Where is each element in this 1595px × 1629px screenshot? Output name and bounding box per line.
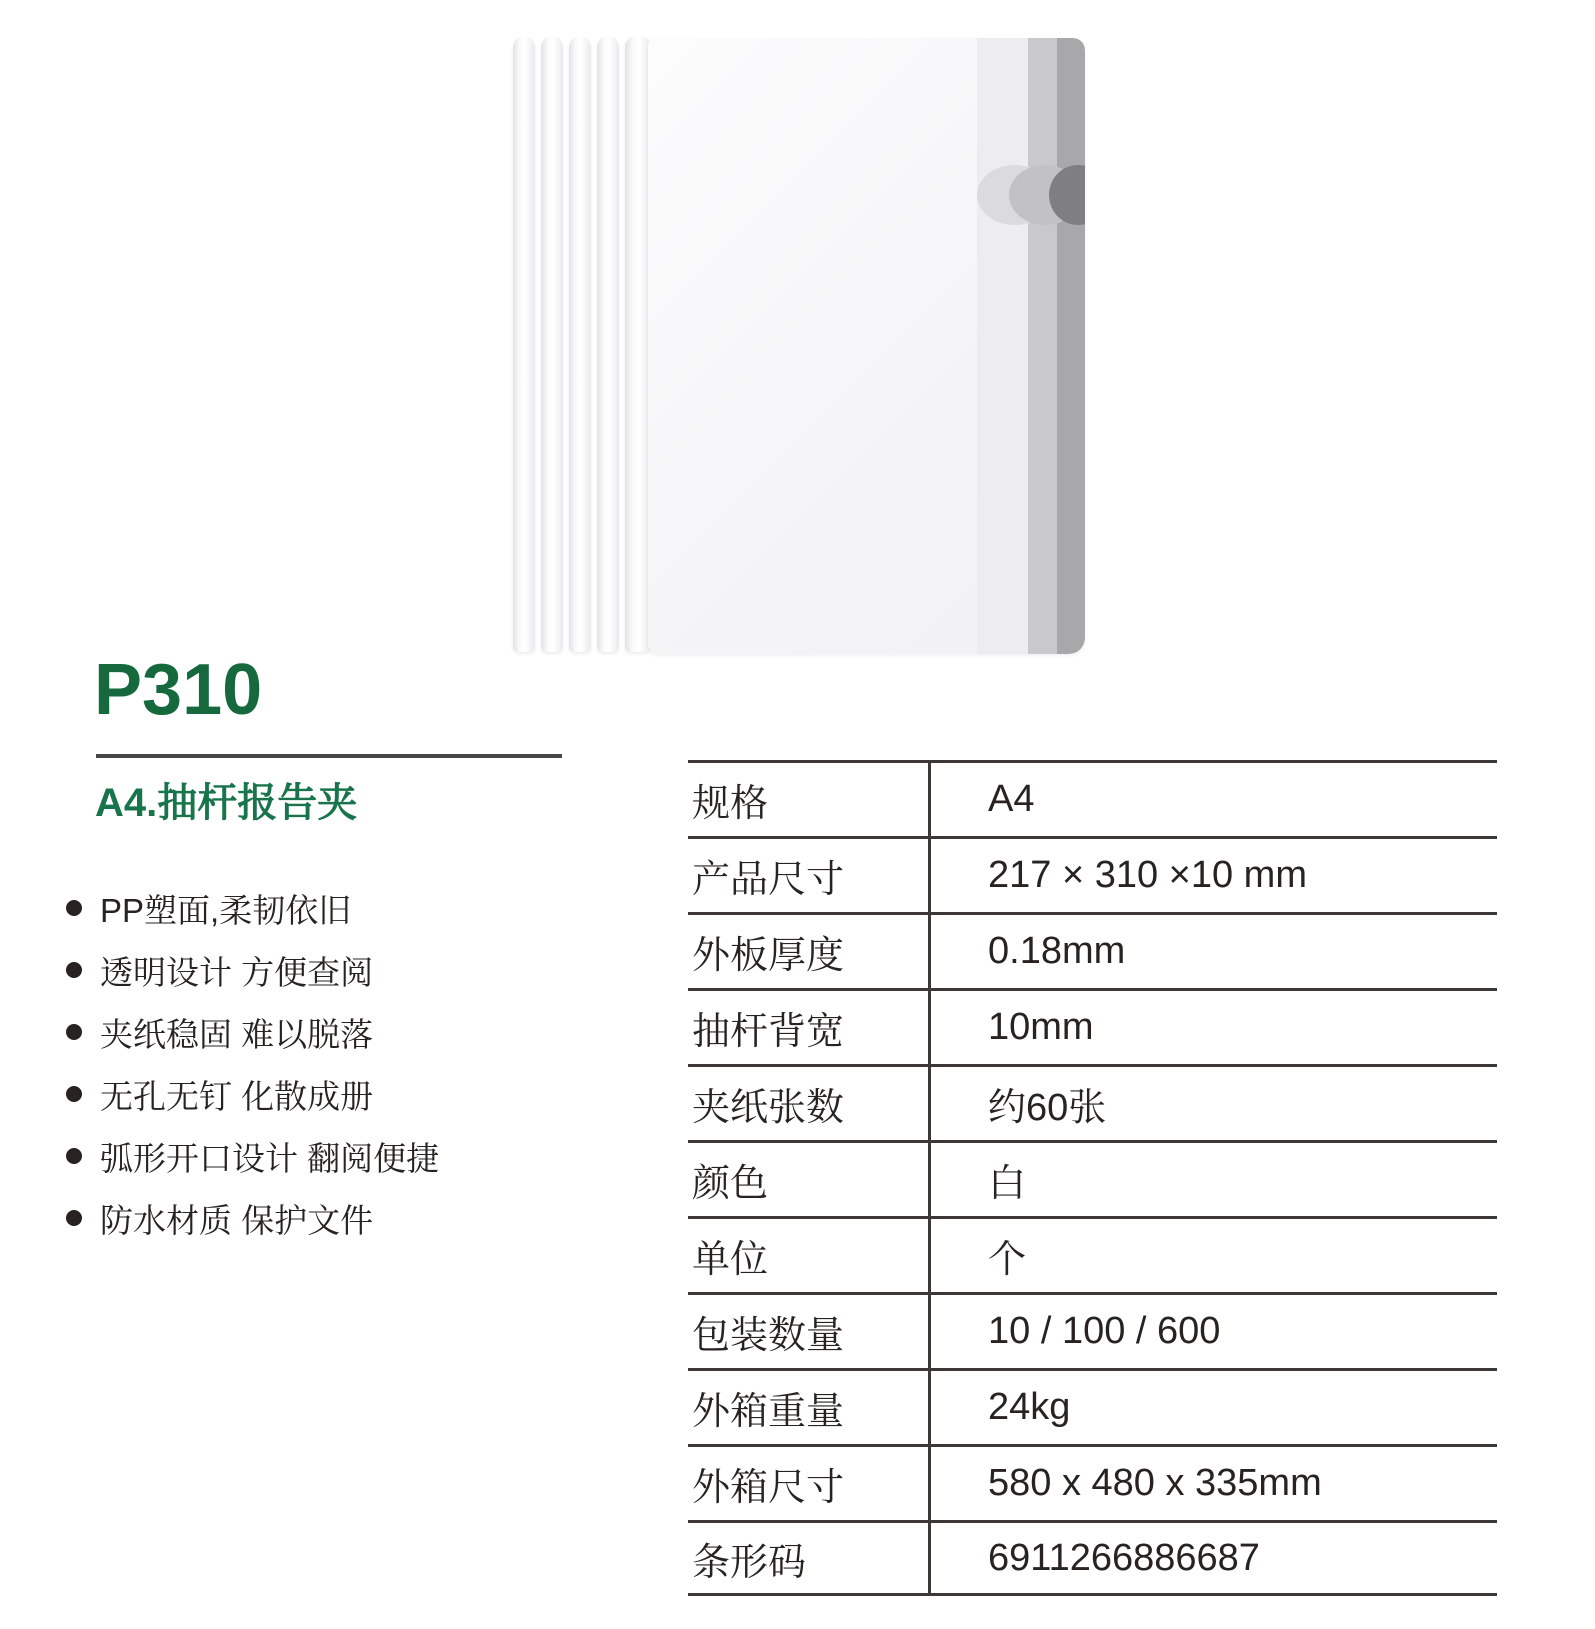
spec-value: 10mm xyxy=(931,988,1497,1064)
folder-cover xyxy=(648,38,1085,654)
bullet-icon xyxy=(66,900,82,916)
divider-line xyxy=(96,754,562,758)
product-photo xyxy=(505,30,1090,660)
spec-label: 产品尺寸 xyxy=(688,836,931,912)
spec-value: 10 / 100 / 600 xyxy=(931,1292,1497,1368)
folder-edge-strip-light xyxy=(977,38,1028,654)
feature-item xyxy=(66,891,439,929)
spec-value: 6911266886687 xyxy=(931,1520,1497,1596)
spec-value: A4 xyxy=(931,760,1497,836)
feature-text: 防水材质 保护文件 xyxy=(100,1201,374,1239)
spec-label: 包装数量 xyxy=(688,1292,931,1368)
feature-text: 透明设计 方便查阅 xyxy=(100,953,374,991)
spec-table xyxy=(688,760,1497,1596)
bullet-icon xyxy=(66,1086,82,1102)
spec-label: 规格 xyxy=(688,760,931,836)
bullet-icon xyxy=(66,962,82,978)
spec-value: 约60张 xyxy=(931,1064,1497,1140)
feature-item xyxy=(66,1077,439,1115)
spec-label: 外板厚度 xyxy=(688,912,931,988)
feature-item xyxy=(66,1015,439,1053)
bullet-icon xyxy=(66,1210,82,1226)
spec-label: 条形码 xyxy=(688,1520,931,1596)
spec-label: 夹纸张数 xyxy=(688,1064,931,1140)
spec-value: 0.18mm xyxy=(931,912,1497,988)
spec-value: 个 xyxy=(931,1216,1497,1292)
folder-edge-strip-medium xyxy=(1028,38,1057,654)
product-code: P310 xyxy=(94,650,263,730)
bullet-icon xyxy=(66,1024,82,1040)
spec-value: 白 xyxy=(931,1140,1497,1216)
spec-label: 单位 xyxy=(688,1216,931,1292)
spec-label: 抽杆背宽 xyxy=(688,988,931,1064)
product-title: A4.抽杆报告夹 xyxy=(95,781,358,825)
spec-label: 颜色 xyxy=(688,1140,931,1216)
feature-item xyxy=(66,953,439,991)
feature-text: 弧形开口设计 翻阅便捷 xyxy=(100,1139,440,1177)
folder-spine-bar xyxy=(597,36,619,652)
folder-spine-bar xyxy=(569,36,591,652)
bullet-icon xyxy=(66,1148,82,1164)
spec-value: 24kg xyxy=(931,1368,1497,1444)
spec-value: 580 x 480 x 335mm xyxy=(931,1444,1497,1520)
feature-text: 无孔无钉 化散成册 xyxy=(100,1077,374,1115)
folder-edge-strip-dark xyxy=(1057,38,1085,654)
spec-label: 外箱尺寸 xyxy=(688,1444,931,1520)
feature-text: 夹纸稳固 难以脱落 xyxy=(100,1015,374,1053)
feature-text: PP塑面,柔韧依旧 xyxy=(100,891,352,929)
folder-spine-bar xyxy=(541,36,563,652)
feature-item xyxy=(66,1201,439,1239)
folder-spine-bar xyxy=(513,36,535,652)
feature-list xyxy=(66,891,439,1263)
feature-item xyxy=(66,1139,440,1177)
spec-label: 外箱重量 xyxy=(688,1368,931,1444)
spec-value: 217 × 310 ×10 mm xyxy=(931,836,1497,912)
